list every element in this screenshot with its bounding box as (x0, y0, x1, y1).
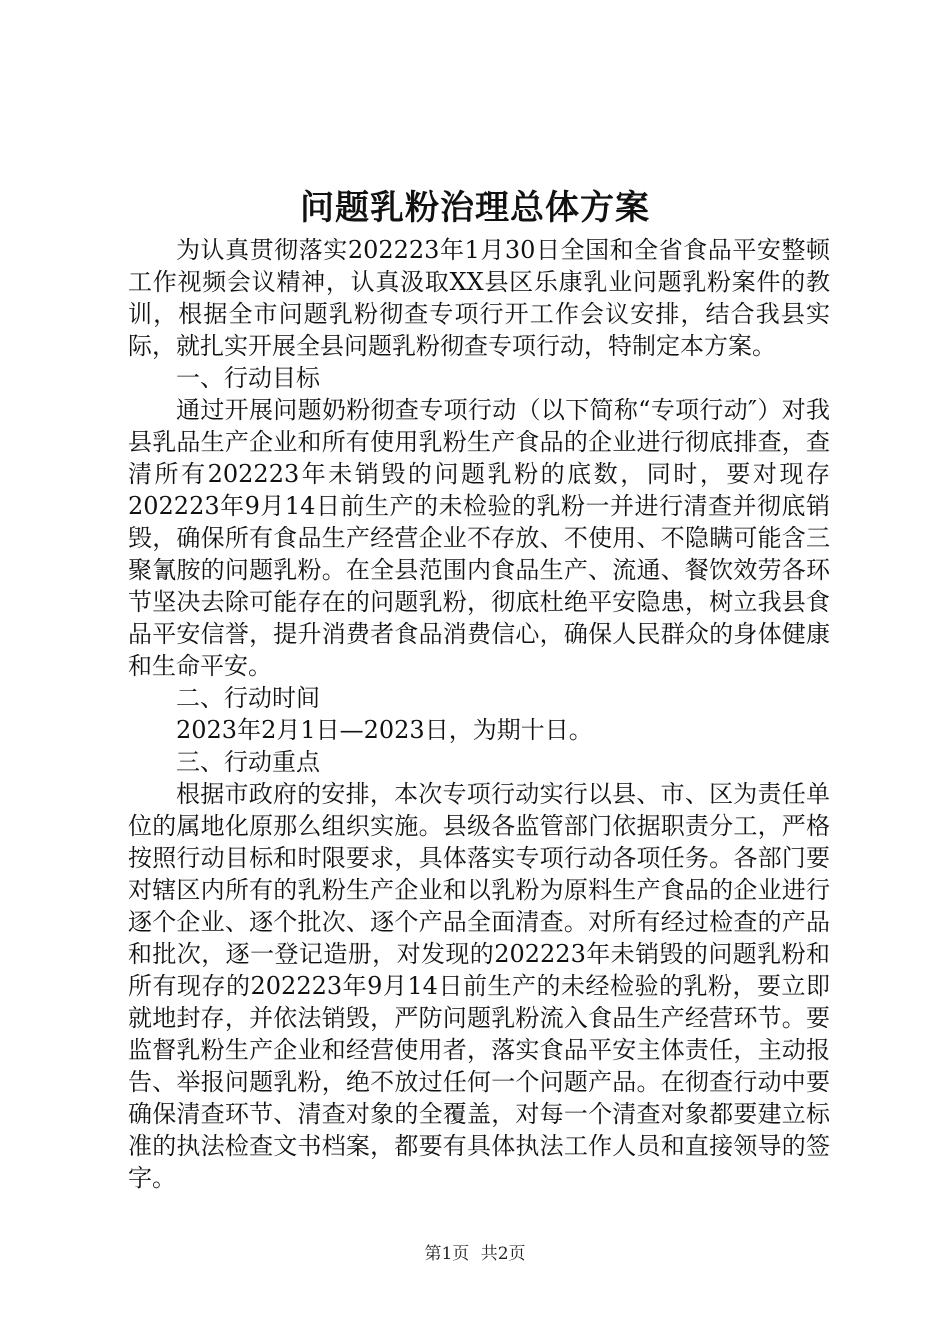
section-heading-time: 二、行动时间 (176, 684, 320, 712)
document-title: 问题乳粉治理总体方案 (300, 188, 650, 228)
document-body (128, 234, 830, 1194)
paragraph-focus: 根据市政府的安排，本次专项行动实行以县、市、区为责任单位的属地化原那么组织实施。县级各监管部门依据职责分工，严格按照行动目标和时限要求，具体落实专项行动各项任务。各部门要对辖区内所有的乳粉生产企业和以乳粉为原料生产食品的企业进行逐个企业、逐个批次、逐个产品全面清查。对所有经过检查的产品和批次，逐一登记造册，对发现的202223年未销毁的问题乳粉和所有现存的202223年9月14日前生产的未经检验的乳粉，要立即就地封存，并依法销毁，严防问题乳粉流入食品生产经营环节。要监督乳粉生产企业和经营使用者，落实食品平安主体责任，主动报告、举报问题乳粉，绝不放过任何一个问题产品。在彻查行动中要确保清查环节、清查对象的全覆盖，对每一个清查对象都要建立标准的执法检查文书档案，都要有具体执法工作人员和直接领导的签字。 (128, 780, 830, 1192)
page-footer (0, 1242, 950, 1266)
paragraph-time: 2023年2月1日—2023日，为期十日。 (176, 716, 593, 744)
page-number: 第1页 (424, 1244, 470, 1264)
paragraph-goal: 通过开展问题奶粉彻查专项行动（以下简称“专项行动″）对我县乳品生产企业和所有使用乳粉生产食品的企业进行彻底排查，查清所有202223年未销毁的问题乳粉的底数，同时，要对现存202223年9月14日前生产的未检验的乳粉一并进行清查并彻底销毁，确保所有食品生产经营企业不存放、不使用、不隐瞒可能含三聚氰胺的问题乳粉。在全县范围内食品生产、流通、餐饮效劳各环节坚决去除可能存在的问题乳粉，彻底杜绝平安隐患，树立我县食品平安信誉，提升消费者食品消费信心，确保人民群众的身体健康和生命平安。 (128, 396, 830, 680)
section-heading-goal: 一、行动目标 (176, 364, 320, 392)
paragraph-intro: 为认真贯彻落实202223年1月30日全国和全省食品平安整顿工作视频会议精神，认真汲取XX县区乐康乳业问题乳粉案件的教训，根据全市问题乳粉彻查专项行开工作会议安排，结合我县实际，就扎实开展全县问题乳粉彻查专项行动，特制定本方案。 (128, 236, 830, 360)
page-total: 共2页 (480, 1244, 526, 1264)
section-heading-focus: 三、行动重点 (176, 748, 320, 776)
